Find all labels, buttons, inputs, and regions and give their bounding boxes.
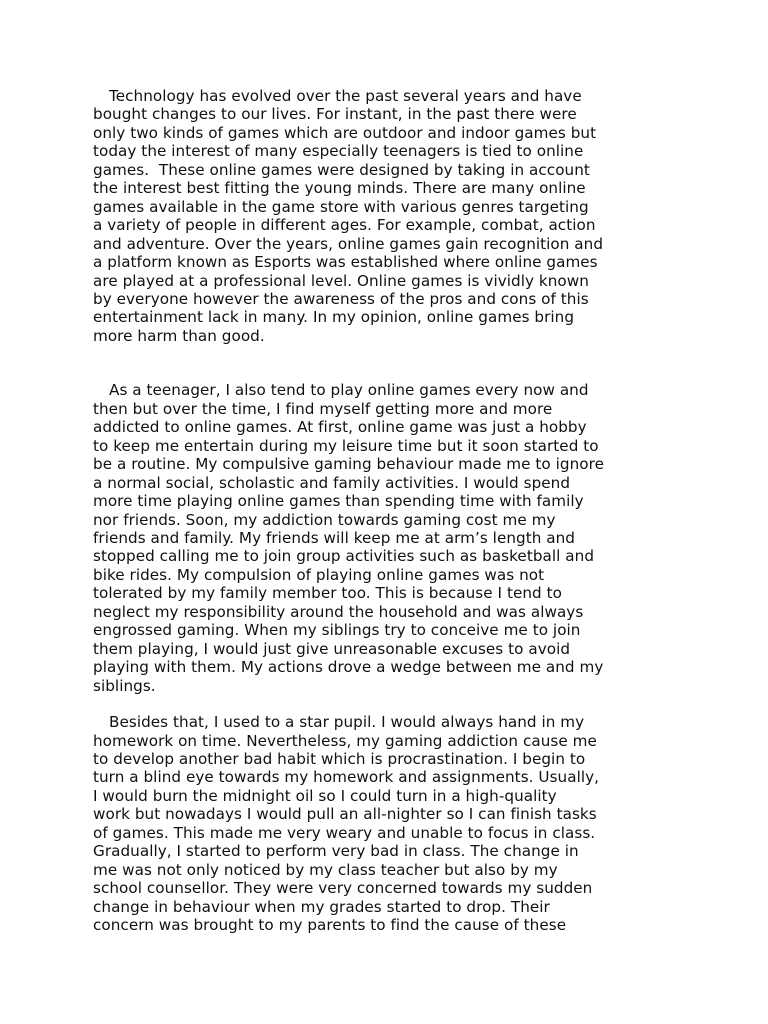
text-line <box>93 400 683 418</box>
text-line-content: the interest best fitting the young minds. There are many online <box>93 179 586 198</box>
text-line-content: today the interest of many especially teenagers is tied to online <box>93 142 584 161</box>
text-line <box>93 308 683 326</box>
text-line-content: them playing, I would just give unreasonable excuses to avoid <box>93 639 571 658</box>
text-line <box>93 750 683 768</box>
paragraph-gap <box>93 695 683 713</box>
paragraph-1 <box>93 87 683 345</box>
text-line <box>93 566 683 584</box>
text-line <box>93 677 683 695</box>
text-line <box>93 584 683 602</box>
text-line <box>93 474 683 492</box>
text-line <box>93 713 683 731</box>
text-line <box>93 418 683 436</box>
text-line <box>93 898 683 916</box>
text-line-content: stopped calling me to join group activities such as basketball and <box>93 547 595 566</box>
text-line <box>93 492 683 510</box>
text-line-content: homework on time. Nevertheless, my gaming addiction cause me <box>93 731 597 750</box>
text-line-content: I would burn the midnight oil so I could turn in a high-quality <box>93 786 557 805</box>
text-line <box>93 621 683 639</box>
text-line <box>93 529 683 547</box>
text-line <box>93 290 683 308</box>
text-line-content: a variety of people in different ages. For example, combat, action <box>93 216 596 235</box>
text-line <box>93 216 683 234</box>
text-line <box>93 142 683 160</box>
text-line-content: Besides that, I used to a star pupil. I would always hand in my <box>109 713 585 732</box>
text-line-content: siblings. <box>93 676 156 695</box>
text-line <box>93 879 683 897</box>
text-line <box>93 437 683 455</box>
text-line <box>93 179 683 197</box>
text-line-content: addicted to online games. At first, online game was just a hobby <box>93 418 587 437</box>
text-line <box>93 511 683 529</box>
paragraph-gap <box>93 345 683 381</box>
text-line-content: bought changes to our lives. For instant, in the past there were <box>93 105 577 124</box>
text-line-content: me was not only noticed by my class teacher but also by my <box>93 860 558 879</box>
text-line-content: As a teenager, I also tend to play online games every now and <box>109 381 589 400</box>
text-line <box>93 161 683 179</box>
text-line <box>93 916 683 934</box>
text-line-content: to develop another bad habit which is procrastination. I begin to <box>93 749 586 768</box>
text-line-content: playing with them. My actions drove a wedge between me and my <box>93 658 604 677</box>
text-line <box>93 235 683 253</box>
text-line-content: a platform known as Esports was established where online games <box>93 253 598 272</box>
text-line-content: work but nowadays I would pull an all-nighter so I can finish tasks <box>93 805 597 824</box>
text-line-content: Technology has evolved over the past several years and have <box>109 87 582 105</box>
text-line <box>93 124 683 142</box>
text-line-content: bike rides. My compulsion of playing online games was not <box>93 565 545 584</box>
text-line-content: by everyone however the awareness of the pros and cons of this <box>93 289 589 308</box>
text-line-content: more time playing online games than spending time with family <box>93 492 584 511</box>
text-line <box>93 272 683 290</box>
text-line-content: change in behaviour when my grades started to drop. Their <box>93 897 550 916</box>
text-line-content: a normal social, scholastic and family activities. I would spend <box>93 473 571 492</box>
text-line <box>93 787 683 805</box>
text-line <box>93 455 683 473</box>
essay-body <box>93 87 683 934</box>
text-line <box>93 658 683 676</box>
text-line-content: concern was brought to my parents to find the cause of these <box>93 916 567 935</box>
paragraph-2 <box>93 381 683 695</box>
text-line-content: entertainment lack in many. In my opinion, online games bring <box>93 308 575 327</box>
text-line <box>93 824 683 842</box>
text-line-content: engrossed gaming. When my siblings try to conceive me to join <box>93 621 581 640</box>
text-line <box>93 805 683 823</box>
text-line-content: to keep me entertain during my leisure time but it soon started to <box>93 436 599 455</box>
text-line <box>93 381 683 399</box>
text-line <box>93 253 683 271</box>
text-line <box>93 105 683 123</box>
text-line <box>93 732 683 750</box>
text-line <box>93 861 683 879</box>
text-line <box>93 640 683 658</box>
text-line <box>93 327 683 345</box>
text-line-content: school counsellor. They were very concerned towards my sudden <box>93 879 593 898</box>
text-line <box>93 768 683 786</box>
text-line-content: of games. This made me very weary and unable to focus in class. <box>93 823 596 842</box>
text-line <box>93 842 683 860</box>
text-line-content: then but over the time, I find myself getting more and more <box>93 399 553 418</box>
text-line <box>93 198 683 216</box>
text-line-content: turn a blind eye towards my homework and assignments. Usually, <box>93 768 600 787</box>
paragraph-3 <box>93 713 683 934</box>
text-line <box>93 87 683 105</box>
text-line-content: neglect my responsibility around the household and was always <box>93 602 584 621</box>
text-line-content: are played at a professional level. Online games is vividly known <box>93 271 589 290</box>
text-line-content: be a routine. My compulsive gaming behaviour made me to ignore <box>93 455 604 474</box>
text-line-content: Gradually, I started to perform very bad in class. The change in <box>93 842 579 861</box>
text-line-content: more harm than good. <box>93 326 265 345</box>
text-line <box>93 603 683 621</box>
text-line-content: nor friends. Soon, my addiction towards gaming cost me my <box>93 510 556 529</box>
text-line <box>93 547 683 565</box>
text-line-content: tolerated by my family member too. This is because I tend to <box>93 584 562 603</box>
text-line-content: games available in the game store with various genres targeting <box>93 197 589 216</box>
text-line-content: friends and family. My friends will keep me at arm’s length and <box>93 528 575 547</box>
text-line-content: and adventure. Over the years, online games gain recognition and <box>93 234 604 253</box>
text-line-content: only two kinds of games which are outdoor and indoor games but <box>93 123 597 142</box>
text-line-content: games. These online games were designed by taking in account <box>93 160 590 179</box>
